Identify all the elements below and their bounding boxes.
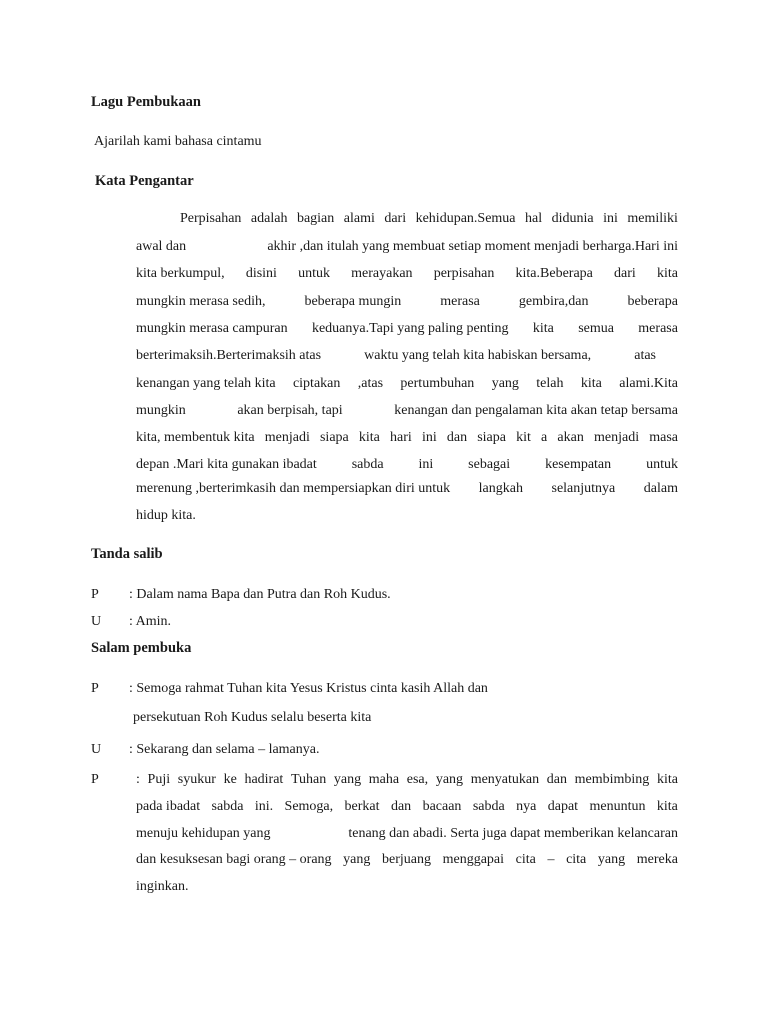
intro-word: sebagai bbox=[468, 457, 511, 472]
intro-line bbox=[136, 481, 678, 497]
greet-word: hadirat bbox=[244, 772, 284, 787]
speaker-label-p: P bbox=[91, 587, 99, 602]
greet-p1-line: : Semoga rahmat Tuhan kita Yesus Kristus cinta kasih Allah dan bbox=[129, 681, 488, 696]
intro-word: hari bbox=[390, 430, 412, 445]
intro-line bbox=[136, 430, 678, 446]
sign-p-text: : Dalam nama Bapa dan Putra dan Roh Kudus. bbox=[129, 587, 391, 602]
greet-word: – bbox=[547, 852, 555, 867]
intro-word: awal dan bbox=[136, 239, 187, 254]
greet-word: yang bbox=[333, 772, 362, 787]
greet-word: membimbing bbox=[574, 772, 650, 787]
intro-line bbox=[136, 403, 678, 419]
intro-word: alami bbox=[343, 211, 375, 226]
greet-word: pada ibadat bbox=[136, 799, 201, 814]
intro-line bbox=[136, 457, 678, 473]
intro-word: depan .Mari kita gunakan ibadat bbox=[136, 457, 317, 472]
greet-word: berkat bbox=[344, 799, 380, 814]
speaker-label-u: U bbox=[91, 742, 102, 757]
intro-word: kenangan dan pengalaman kita akan tetap bersama bbox=[394, 403, 678, 418]
intro-word: berterimaksih.Berterimaksih atas bbox=[136, 348, 322, 363]
intro-word: bagian bbox=[296, 211, 335, 226]
intro-line bbox=[136, 294, 678, 310]
greet-word: cita bbox=[566, 852, 587, 867]
intro-word: kita bbox=[580, 376, 602, 391]
intro-line bbox=[136, 266, 678, 282]
greet-word: Semoga, bbox=[284, 799, 334, 814]
intro-line bbox=[180, 211, 678, 227]
intro-word: akan berpisah, tapi bbox=[237, 403, 343, 418]
speaker-label-p: P bbox=[91, 681, 99, 696]
greet-word: ke bbox=[223, 772, 237, 787]
intro-word: selanjutnya bbox=[551, 481, 616, 496]
intro-word: dalam bbox=[643, 481, 678, 496]
intro-word: merasa bbox=[440, 294, 480, 309]
intro-word: semua bbox=[578, 321, 614, 336]
intro-word: siapa bbox=[477, 430, 506, 445]
greet-word: sabda bbox=[472, 799, 505, 814]
greet-word: dapat bbox=[547, 799, 579, 814]
intro-word: alami.Kita bbox=[619, 376, 678, 391]
intro-word: kita bbox=[656, 266, 678, 281]
intro-word: menjadi bbox=[264, 430, 310, 445]
intro-word: telah bbox=[536, 376, 564, 391]
intro-word: yang bbox=[491, 376, 519, 391]
intro-word: dari bbox=[614, 266, 636, 281]
intro-word: kita, membentuk kita bbox=[136, 430, 255, 445]
intro-word: ini bbox=[421, 430, 437, 445]
intro-word: gembira,dan bbox=[518, 294, 589, 309]
intro-word: merasa bbox=[638, 321, 678, 336]
greet-word: ini. bbox=[254, 799, 274, 814]
intro-word: siapa bbox=[319, 430, 349, 445]
greet-word: kita bbox=[656, 799, 678, 814]
intro-word: didunia bbox=[551, 211, 594, 226]
greet-word: cita bbox=[515, 852, 536, 867]
greet-word: kita bbox=[656, 772, 678, 787]
intro-word: kesempatan bbox=[545, 457, 612, 472]
intro-line bbox=[136, 321, 678, 337]
greet-p2-line bbox=[136, 852, 678, 868]
intro-line: hidup kita. bbox=[136, 508, 196, 523]
greet-p2-line bbox=[136, 826, 678, 842]
greet-u-text: : Sekarang dan selama – lamanya. bbox=[129, 742, 320, 757]
greet-word: dan bbox=[546, 772, 567, 787]
greet-word: Puji bbox=[147, 772, 171, 787]
intro-word: merayakan bbox=[351, 266, 413, 281]
greet-word: mereka bbox=[636, 852, 678, 867]
intro-word: masa bbox=[649, 430, 678, 445]
greet-word: berjuang bbox=[382, 852, 431, 867]
intro-word: untuk bbox=[298, 266, 330, 281]
greet-word: menuntun bbox=[589, 799, 646, 814]
greet-word: nya bbox=[516, 799, 537, 814]
heading-tanda-salib: Tanda salib bbox=[91, 546, 163, 562]
greet-word: dan bbox=[390, 799, 412, 814]
greet-word: yang bbox=[435, 772, 464, 787]
opening-song-title: Ajarilah kami bahasa cintamu bbox=[94, 134, 262, 149]
intro-word: menjadi bbox=[593, 430, 640, 445]
intro-word: ciptakan bbox=[292, 376, 341, 391]
intro-word: kita bbox=[358, 430, 380, 445]
intro-word: dan bbox=[446, 430, 468, 445]
intro-word: adalah bbox=[250, 211, 288, 226]
intro-word: akan bbox=[557, 430, 584, 445]
intro-word: mungkin bbox=[136, 403, 186, 418]
intro-word: dari bbox=[384, 211, 407, 226]
greet-word: dan kesuksesan bagi orang – orang bbox=[136, 852, 332, 867]
greet-word: menuju kehidupan yang bbox=[136, 826, 271, 841]
greet-p1-line: persekutuan Roh Kudus selalu beserta kita bbox=[133, 710, 372, 725]
greet-word: menggapai bbox=[442, 852, 505, 867]
intro-word: perpisahan bbox=[433, 266, 495, 281]
intro-line bbox=[136, 239, 678, 255]
intro-word: kit bbox=[516, 430, 531, 445]
greet-p2-line: inginkan. bbox=[136, 879, 189, 894]
heading-salam-pembuka: Salam pembuka bbox=[91, 640, 192, 656]
intro-word: merenung ,berterimkasih dan mempersiapkan diri untuk bbox=[136, 481, 451, 496]
intro-word: beberapa bbox=[627, 294, 678, 309]
greet-word: sabda bbox=[211, 799, 244, 814]
greet-p2-line bbox=[136, 799, 678, 815]
greet-p2-line bbox=[136, 772, 678, 788]
greet-word: menyatukan bbox=[470, 772, 540, 787]
intro-word: ini bbox=[603, 211, 618, 226]
intro-word: kehidupan.Semua bbox=[415, 211, 516, 226]
intro-word: a bbox=[541, 430, 548, 445]
intro-word: langkah bbox=[478, 481, 523, 496]
greet-word: esa, bbox=[406, 772, 429, 787]
intro-word: kita berkumpul, bbox=[136, 266, 225, 281]
intro-word: atas bbox=[634, 348, 656, 363]
heading-kata-pengantar: Kata Pengantar bbox=[95, 173, 194, 189]
intro-line bbox=[136, 376, 678, 392]
greet-word: : bbox=[136, 772, 140, 787]
intro-word: sabda bbox=[351, 457, 384, 472]
greet-word: Tuhan bbox=[290, 772, 327, 787]
intro-word: ini bbox=[418, 457, 434, 472]
intro-word: akhir ,dan itulah yang membuat setiap moment menjadi berharga.Hari ini bbox=[267, 239, 678, 254]
intro-line bbox=[136, 348, 656, 364]
greet-word: yang bbox=[597, 852, 626, 867]
greet-word: syukur bbox=[177, 772, 216, 787]
speaker-label-u: U bbox=[91, 614, 102, 629]
intro-word: mungkin merasa sedih, bbox=[136, 294, 266, 309]
greet-word: yang bbox=[343, 852, 371, 867]
intro-word: hal bbox=[525, 211, 543, 226]
intro-word: kenangan yang telah kita bbox=[136, 376, 276, 391]
intro-word: beberapa mungin bbox=[304, 294, 402, 309]
intro-word: waktu yang telah kita habiskan bersama, bbox=[364, 348, 592, 363]
intro-word: untuk bbox=[646, 457, 678, 472]
intro-word: disini bbox=[245, 266, 277, 281]
intro-word: ,atas bbox=[357, 376, 384, 391]
intro-word: keduanya.Tapi yang paling penting bbox=[311, 321, 509, 336]
intro-word: pertumbuhan bbox=[400, 376, 475, 391]
greet-word: bacaan bbox=[422, 799, 462, 814]
intro-word: memiliki bbox=[627, 211, 678, 226]
sign-u-text: : Amin. bbox=[129, 614, 172, 629]
intro-word: mungkin merasa campuran bbox=[136, 321, 288, 336]
heading-lagu-pembukaan: Lagu Pembukaan bbox=[91, 94, 201, 110]
intro-word: Perpisahan bbox=[180, 211, 242, 226]
intro-word: kita bbox=[532, 321, 554, 336]
intro-word: kita.Beberapa bbox=[515, 266, 593, 281]
greet-word: maha bbox=[368, 772, 400, 787]
greet-word: tenang dan abadi. Serta juga dapat memberikan kelancaran bbox=[348, 826, 678, 841]
speaker-label-p: P bbox=[91, 772, 99, 787]
